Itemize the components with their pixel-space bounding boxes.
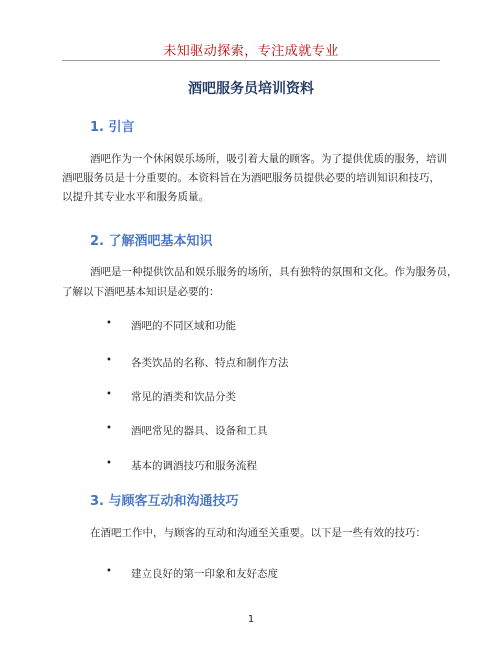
section-2-para-line-1: 酒吧是一种提供饮品和娱乐服务的场所，具有独特的氛围和文化。作为服务员， xyxy=(90,266,458,278)
bullet-icon: • xyxy=(106,458,112,469)
list-item-text: 酒吧常见的器具、设备和工具 xyxy=(131,425,268,437)
section-3-heading: 3. 与顾客互动和沟通技巧 xyxy=(90,494,239,509)
section-1-para-line-3: 以提升其专业水平和服务质量。 xyxy=(62,191,209,203)
list-item-text: 各类饮品的名称、特点和制作方法 xyxy=(131,357,289,369)
header-divider xyxy=(62,60,440,61)
section-1-para-line-2: 酒吧服务员是十分重要的。本资料旨在为酒吧服务员提供必要的培训知识和技巧， xyxy=(62,172,440,184)
bullet-icon: • xyxy=(106,566,112,577)
list-item-text: 常见的酒类和饮品分类 xyxy=(131,391,236,403)
section-1-para-line-1: 酒吧作为一个休闲娱乐场所，吸引着大量的顾客。为了提供优质的服务，培训 xyxy=(90,153,447,165)
page-header-slogan: 未知驱动探索，专注成就专业 xyxy=(163,44,339,59)
bullet-icon: • xyxy=(106,389,112,400)
section-3-para-line-1: 在酒吧工作中，与顾客的互动和沟通至关重要。以下是一些有效的技巧： xyxy=(90,527,426,539)
bullet-icon: • xyxy=(106,423,112,434)
bullet-icon: • xyxy=(106,318,112,329)
page-number: 1 xyxy=(247,614,255,625)
list-item-text: 建立良好的第一印象和友好态度 xyxy=(131,568,278,580)
list-item-text: 基本的调酒技巧和服务流程 xyxy=(131,460,257,472)
list-item-text: 酒吧的不同区域和功能 xyxy=(131,320,236,332)
section-1-heading: 1. 引言 xyxy=(90,120,135,135)
section-2-para-line-2: 了解以下酒吧基本知识是必要的： xyxy=(62,286,220,298)
bullet-icon: • xyxy=(106,355,112,366)
section-2-heading: 2. 了解酒吧基本知识 xyxy=(90,234,213,249)
document-title: 酒吧服务员培训资料 xyxy=(188,81,314,97)
